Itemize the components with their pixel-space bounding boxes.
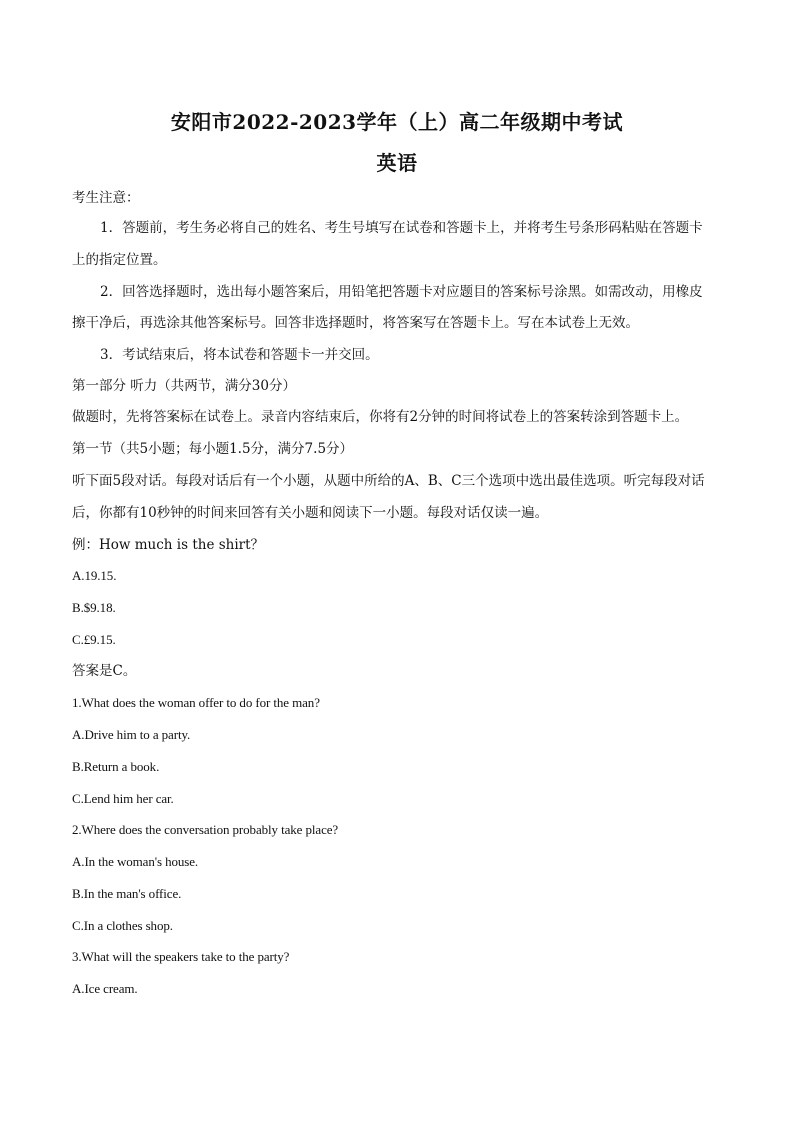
question-2-option-c: C.In a clothes shop. xyxy=(72,918,173,933)
notice-item-1-line-1: 1．答题前，考生务必将自己的姓名、考生号填写在试卷和答题卡上，并将考生号条形码粘贴在答题卡 xyxy=(100,220,703,236)
notice-item-1-line-2: 上的指定位置。 xyxy=(72,252,167,268)
question-1-option-c: C.Lend him her car. xyxy=(72,791,174,806)
question-2: 2.Where does the conversation probably take place? xyxy=(72,822,339,837)
question-1-option-a: A.Drive him to a party. xyxy=(72,727,191,742)
question-3: 3.What will the speakers take to the party? xyxy=(72,949,290,964)
notice-item-2-line-1: 2．回答选择题时，选出每小题答案后，用铅笔把答题卡对应题目的答案标号涂黑。如需改动，用橡皮 xyxy=(100,284,703,300)
part1-instruction: 做题时，先将答案标在试卷上。录音内容结束后，你将有2分钟的时间将试卷上的答案转涂到答题卡上。 xyxy=(72,409,689,425)
question-2-option-b: B.In the man's office. xyxy=(72,886,182,901)
subject-title: 英语 xyxy=(376,151,418,175)
notice-heading: 考生注意： xyxy=(72,190,140,206)
question-1: 1.What does the woman offer to do for the man? xyxy=(72,695,320,710)
notice-item-2-line-2: 擦干净后，再选涂其他答案标号。回答非选择题时，将答案写在答题卡上。写在本试卷上无效。 xyxy=(72,315,639,331)
section1-heading: 第一节（共5小题；每小题1.5分，满分7.5分） xyxy=(72,441,354,457)
example-answer: 答案是C。 xyxy=(72,663,137,679)
question-3-option-a: A.Ice cream. xyxy=(72,981,138,996)
part1-heading: 第一部分 听力（共两节，满分30分） xyxy=(72,378,296,394)
example-option-b: B.$9.18. xyxy=(72,600,116,615)
exam-title: 安阳市2022-2023学年（上）高二年级期中考试 xyxy=(170,110,624,134)
question-2-option-a: A.In the woman's house. xyxy=(72,854,199,869)
notice-item-3: 3．考试结束后，将本试卷和答题卡一并交回。 xyxy=(100,347,379,363)
section1-instruction-line-1: 听下面5段对话。每段对话后有一个小题，从题中所给的A、B、C三个选项中选出最佳选项。听完每段对话 xyxy=(72,473,705,489)
example-option-c: C.£9.15. xyxy=(72,632,116,647)
question-1-option-b: B.Return a book. xyxy=(72,759,160,774)
section1-instruction-line-2: 后，你都有10秒钟的时间来回答有关小题和阅读下一小题。每段对话仅读一遍。 xyxy=(72,505,549,521)
example-question: 例：How much is the shirt？ xyxy=(72,537,265,553)
example-option-a: A.19.15. xyxy=(72,568,117,583)
